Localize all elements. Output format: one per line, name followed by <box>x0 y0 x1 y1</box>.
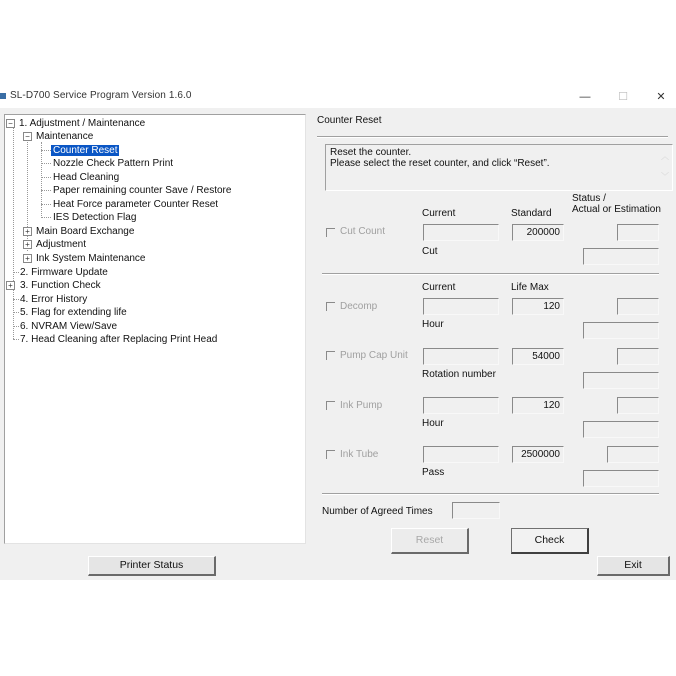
ink-tube-unit: Pass <box>422 467 445 478</box>
ink-pump-label: Ink Pump <box>340 400 383 411</box>
pump-cap-unit-label: Pump Cap Unit <box>340 350 408 361</box>
title-bar <box>0 86 676 108</box>
ink-pump-actual-field[interactable] <box>583 421 659 438</box>
ink-tube-current-field[interactable] <box>423 446 499 463</box>
exit-button[interactable]: Exit <box>597 556 670 576</box>
minimize-button[interactable]: — <box>579 91 591 103</box>
cut-count-standard-field[interactable]: 200000 <box>512 224 564 241</box>
menu-tree[interactable]: − 1. Adjustment / Maintenance − Maintenance Counter Reset Nozzle Check Pattern Print Head Cleaning Paper remaining counter Save / Restore Heat Force parameter Counter Reset IES Detection Flag + Main Board Exchange + Adjustment + Ink System Maintenance 2. Firmware Update + 3. Function Check 4. Error History 5. Flag for extending life 6. NVRAM View/Save 7. Head Cleaning after Replacing Print Head <box>4 114 306 544</box>
message-scrollbar[interactable] <box>660 147 670 187</box>
maximize-button[interactable]: ☐ <box>618 91 628 103</box>
divider <box>317 136 668 138</box>
scroll-up-icon[interactable]: ︿ <box>661 152 669 161</box>
cut-count-actual-field[interactable] <box>583 248 659 265</box>
ink-pump-life-max-field[interactable]: 120 <box>512 397 564 414</box>
expand-icon[interactable]: + <box>23 254 32 263</box>
decomp-unit: Hour <box>422 319 444 330</box>
ink-tube-checkbox[interactable] <box>326 450 335 459</box>
collapse-icon[interactable]: − <box>6 119 15 128</box>
ink-pump-unit: Hour <box>422 418 444 429</box>
expand-icon[interactable]: + <box>6 281 15 290</box>
check-button[interactable]: Check <box>511 528 589 554</box>
header-current-life: Current <box>422 282 456 293</box>
reset-button[interactable]: Reset <box>391 528 469 554</box>
pump-cap-unit-status-field[interactable] <box>617 348 659 365</box>
header-actual-estimation: Actual or Estimation <box>572 204 661 215</box>
tree-item-heat-force-counter[interactable]: Heat Force parameter Counter Reset <box>53 199 219 210</box>
cut-count-status-field[interactable] <box>617 224 659 241</box>
decomp-life-max-field[interactable]: 120 <box>512 298 564 315</box>
tree-item-counter-reset[interactable]: Counter Reset <box>53 145 118 156</box>
ink-tube-life-max-field[interactable]: 2500000 <box>512 446 564 463</box>
tree-line <box>13 128 14 339</box>
expand-icon[interactable]: + <box>23 227 32 236</box>
decomp-status-field[interactable] <box>617 298 659 315</box>
cut-count-unit: Cut <box>422 246 438 257</box>
collapse-icon[interactable]: − <box>23 132 32 141</box>
cut-count-checkbox[interactable] <box>326 228 335 237</box>
tree-item-head-cleaning[interactable]: Head Cleaning <box>53 172 120 183</box>
tree-item-firmware-update[interactable]: 2. Firmware Update <box>20 267 108 278</box>
agreed-times-field[interactable] <box>452 502 500 519</box>
close-button[interactable]: ✕ <box>656 91 666 103</box>
tree-item-nvram-view-save[interactable]: 6. NVRAM View/Save <box>20 321 118 332</box>
counter-reset-panel <box>310 108 676 580</box>
tree-item-error-history[interactable]: 4. Error History <box>20 294 88 305</box>
scroll-down-icon[interactable]: ﹀ <box>661 172 669 181</box>
app-icon <box>0 93 6 99</box>
header-standard: Standard <box>511 208 552 219</box>
pump-cap-unit-actual-field[interactable] <box>583 372 659 389</box>
decomp-current-field[interactable] <box>423 298 499 315</box>
tree-item-paper-remaining-counter[interactable]: Paper remaining counter Save / Restore <box>53 185 232 196</box>
ink-tube-actual-field[interactable] <box>583 470 659 487</box>
pump-cap-unit-checkbox[interactable] <box>326 351 335 360</box>
tree-item-head-cleaning-after-replacing[interactable]: 7. Head Cleaning after Replacing Print Head <box>20 334 218 345</box>
decomp-checkbox[interactable] <box>326 302 335 311</box>
ink-tube-status-field[interactable] <box>607 446 659 463</box>
tree-item-ies-detection-flag[interactable]: IES Detection Flag <box>53 212 137 223</box>
tree-item-nozzle-check[interactable]: Nozzle Check Pattern Print <box>53 158 174 169</box>
cut-count-current-field[interactable] <box>423 224 499 241</box>
expand-icon[interactable]: + <box>23 240 32 249</box>
service-program-window <box>0 86 676 580</box>
header-life-max: Life Max <box>511 282 549 293</box>
pump-cap-unit-current-field[interactable] <box>423 348 499 365</box>
instruction-message: Reset the counter. Please select the reset counter, and click “Reset”. ︿ ﹀ <box>325 144 673 191</box>
panel-title: Counter Reset <box>317 115 382 126</box>
tree-item-flag-extending-life[interactable]: 5. Flag for extending life <box>20 307 127 318</box>
ink-pump-current-field[interactable] <box>423 397 499 414</box>
cut-count-label: Cut Count <box>340 226 386 237</box>
agreed-times-label: Number of Agreed Times <box>322 506 433 517</box>
divider <box>322 493 659 495</box>
window-title: SL-D700 Service Program Version 1.6.0 <box>10 90 192 101</box>
pump-cap-unit-life-max-field[interactable]: 54000 <box>512 348 564 365</box>
decomp-label: Decomp <box>340 301 378 312</box>
printer-status-button[interactable]: Printer Status <box>88 556 216 576</box>
header-current: Current <box>422 208 456 219</box>
ink-pump-status-field[interactable] <box>617 397 659 414</box>
decomp-actual-field[interactable] <box>583 322 659 339</box>
ink-tube-label: Ink Tube <box>340 449 379 460</box>
header-status: Status / <box>572 193 606 204</box>
pump-cap-unit-unit: Rotation number <box>422 369 496 380</box>
divider <box>322 273 659 275</box>
ink-pump-checkbox[interactable] <box>326 401 335 410</box>
